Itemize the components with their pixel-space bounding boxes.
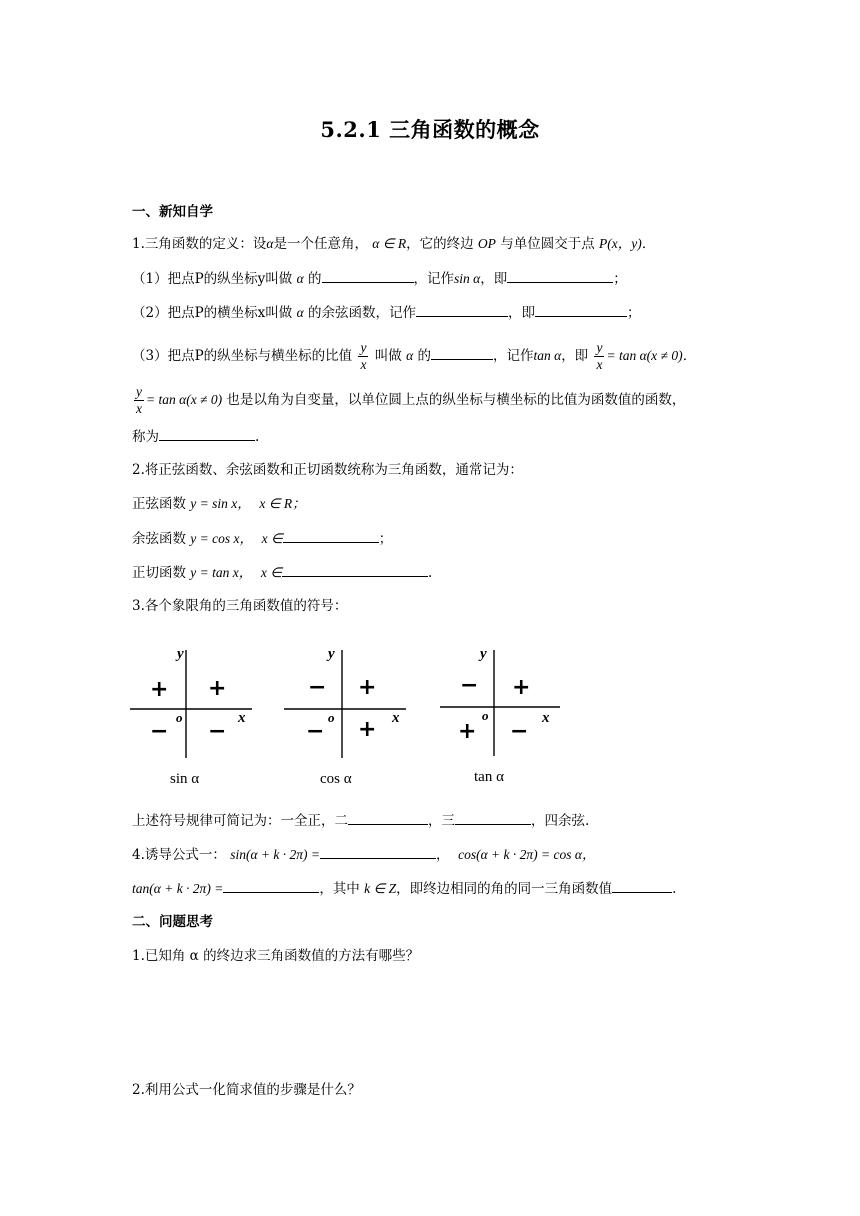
x-axis-label: x (238, 710, 246, 726)
math: α (406, 348, 414, 363)
fill-blank[interactable] (535, 302, 627, 317)
text: 正弦函数 (132, 496, 186, 512)
text: 余弦函数 (132, 531, 186, 547)
fraction-denominator: x (596, 357, 603, 372)
math: y = cos x， (190, 531, 254, 546)
math: sin(α + k · 2π) = (230, 847, 320, 862)
diagram-caption: tan α (474, 769, 504, 785)
page-title: 5.2.1 三角函数的概念 (320, 117, 540, 142)
origin-label: o (482, 708, 489, 723)
fraction-y-over-x (134, 384, 144, 417)
fill-blank[interactable] (159, 426, 255, 441)
text: （2）把点P的横坐标x叫做 (132, 305, 293, 321)
math: α ∈ R (372, 236, 407, 251)
math: x ∈ R； (259, 496, 306, 511)
question-2: 2.利用公式一化简求值的步骤是什么？ (132, 1082, 361, 1098)
definition-line (132, 234, 655, 254)
text: ； (378, 531, 393, 547)
cosine-definition-line (132, 302, 640, 323)
math: α (266, 236, 274, 251)
paragraph-quadrant-signs: 3.各个象限角的三角函数值的符号： (132, 598, 348, 614)
math: cos(α + k · 2π) = cos α， (458, 847, 596, 862)
quadrant-diagram-cos (284, 640, 414, 794)
origin-label: o (176, 710, 183, 725)
x-axis-label: x (392, 710, 400, 726)
cosine-function-line (132, 528, 392, 549)
fraction-denominator: x (360, 357, 367, 372)
math: y = sin x， (190, 496, 251, 511)
fraction-numerator: y (360, 340, 367, 355)
quadrant-3-sign: − (150, 719, 169, 744)
fill-blank[interactable] (348, 810, 428, 825)
math: x ∈ (261, 531, 283, 546)
text: ，即 (561, 348, 589, 364)
math: = tan α(x ≠ 0) (146, 392, 223, 407)
text: ，记作 (413, 271, 454, 287)
text: ，即终边相同的角的同一三角函数值 (396, 881, 613, 897)
quadrant-2-sign: − (460, 673, 479, 698)
diagram-caption: cos α (320, 771, 352, 787)
y-axis-label: y (328, 646, 335, 662)
y-axis-label: y (177, 646, 184, 662)
fill-blank[interactable] (455, 810, 531, 825)
text: . (428, 565, 433, 581)
math: = tan α(x ≠ 0)． (606, 348, 697, 363)
fill-blank[interactable] (507, 268, 613, 283)
fill-blank[interactable] (283, 528, 379, 543)
quadrant-svg (130, 640, 260, 790)
quadrant-4-sign: − (510, 719, 529, 744)
quadrant-4-sign: − (208, 719, 227, 744)
text: （1）把点P的纵坐标y叫做 (132, 271, 293, 287)
math: k ∈ Z (364, 881, 397, 896)
diagram-caption: sin α (170, 771, 200, 787)
math: y = tan x， (190, 565, 253, 580)
text: ； (613, 271, 627, 287)
tangent-function-line (132, 384, 685, 417)
section-heading-questions: 二、问题思考 (132, 914, 213, 930)
text: ，即 (480, 271, 508, 287)
fill-blank[interactable] (612, 878, 672, 893)
text: ，三 (428, 813, 455, 829)
quadrant-1-sign: + (358, 675, 377, 700)
tangent-function-domain-line (132, 562, 432, 583)
text: 1.三角函数的定义：设 (132, 236, 267, 252)
text: 上述符号规律可简记为：一全正，二 (132, 813, 348, 829)
text: ； (626, 305, 641, 321)
x-axis-label: x (542, 710, 550, 726)
fraction-y-over-x (358, 340, 368, 373)
tangent-definition-line (132, 340, 696, 373)
quadrant-diagram-tan (440, 640, 570, 794)
text: ，其中 (319, 881, 360, 897)
fill-blank[interactable] (223, 878, 319, 893)
quadrant-svg (440, 640, 570, 790)
quadrant-3-sign: − (306, 719, 325, 744)
text: 的余弦函数，记作 (307, 305, 416, 321)
fraction-y-over-x (594, 340, 604, 373)
quadrant-4-sign: + (358, 717, 377, 742)
text: 正切函数 (132, 565, 186, 581)
math: α (296, 305, 304, 320)
fraction-numerator: y (596, 340, 603, 355)
quadrant-3-sign: + (458, 719, 477, 744)
text: ，四余弦. (531, 813, 590, 829)
sign-rule-summary-line (132, 810, 589, 831)
text: . (255, 429, 260, 445)
fill-blank[interactable] (320, 844, 436, 859)
tangent-name-line (132, 426, 259, 447)
induction-formula-line-2 (132, 878, 676, 899)
fraction-denominator: x (136, 401, 142, 416)
text: ，它的终边 (406, 236, 474, 252)
math: x ∈ (260, 565, 283, 580)
text: 是一个任意角， (273, 236, 368, 252)
text: 叫做 (374, 348, 402, 364)
fill-blank[interactable] (322, 268, 414, 283)
sine-definition-line (132, 268, 627, 289)
math: α (296, 271, 304, 286)
math: tan α (533, 348, 562, 363)
text: ，记作 (492, 348, 534, 364)
text: ，即 (507, 305, 535, 321)
text: 的 (308, 271, 322, 287)
math: OP (477, 236, 496, 251)
math: sin α (454, 271, 481, 286)
question-1: 1.已知角 α 的终边求三角函数值的方法有哪些？ (132, 948, 420, 964)
y-axis-label: y (480, 646, 487, 662)
fill-blank[interactable] (416, 302, 508, 317)
text: 称为 (132, 429, 159, 445)
text: 与单位圆交于点 (500, 236, 595, 252)
math: tan(α + k · 2π) = (132, 881, 224, 896)
fill-blank[interactable] (431, 345, 493, 360)
quadrant-diagram-sin (130, 640, 260, 794)
fill-blank[interactable] (282, 562, 428, 577)
quadrant-1-sign: + (208, 676, 227, 701)
quadrant-2-sign: − (308, 675, 327, 700)
induction-formula-line-1: 4.诱导公式一： sin(α + k · 2π) = ， cos(α + k · 2π) = cos α， (132, 844, 595, 865)
quadrant-2-sign: + (150, 677, 169, 702)
quadrant-svg (284, 640, 414, 790)
section-heading-self-study: 一、新知自学 (132, 204, 213, 220)
text: . (672, 881, 677, 897)
paragraph-trig-functions: 2.将正弦函数、余弦函数和正切函数统称为三角函数，通常记为： (132, 462, 523, 478)
origin-label: o (328, 710, 335, 725)
text: 也是以角为自变量，以单位圆上点的纵坐标与横坐标的比值为函数值的函数， (226, 392, 686, 408)
text: 4.诱导公式一： (132, 847, 226, 863)
sine-function-line (132, 494, 306, 514)
quadrant-1-sign: + (512, 675, 531, 700)
text: 的 (417, 348, 431, 364)
text: （3）把点P的纵坐标与横坐标的比值 (132, 348, 353, 364)
math: P(x，y)． (599, 236, 656, 251)
fraction-numerator: y (136, 384, 142, 399)
